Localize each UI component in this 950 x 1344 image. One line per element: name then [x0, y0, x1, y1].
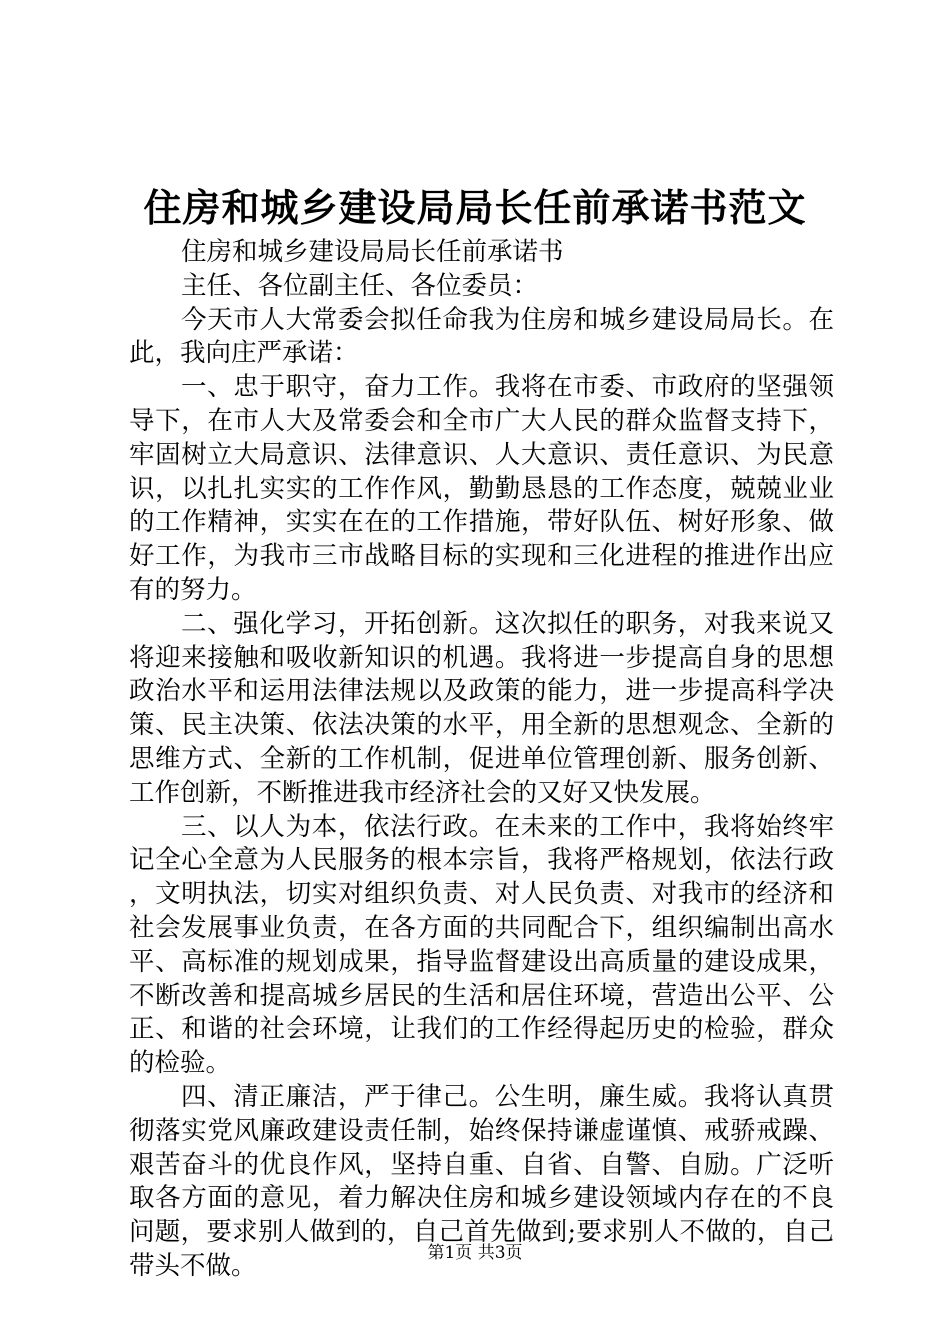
paragraph-intro: 今天市人大常委会拟任命我为住房和城乡建设局局长。在此，我向庄严承诺： — [129, 304, 834, 369]
paragraph-heading: 住房和城乡建设局局长任前承诺书 — [181, 237, 564, 267]
paragraph-salutation: 主任、各位副主任、各位委员： — [181, 270, 539, 301]
paragraph-pledge-3: 三、以人为本，依法行政。在未来的工作中，我将始终牢记全心全意为人民服务的根本宗旨，我将严格规划，依法行政，文明执法，切实对组织负责、对人民负责、对我市的经济和社会发展事业负责，在各方面的共同配合下，组织编制出高水平、高标准的规划成果，指导监督建设出高质量的建设成果，不断改善和提高城乡居民的生活和居住环境，营造出公平、公正、和谐的社会环境，让我们的工作经得起历史的检验，群众的检验。 — [129, 811, 834, 1079]
paragraph-pledge-4: 四、清正廉洁，严于律己。公生明，廉生威。我将认真贯彻落实党风廉政建设责任制，始终保持谦虚谨慎、戒骄戒躁、艰苦奋斗的优良作风，坚持自重、自省、自警、自励。广泛听取各方面的意见，着力解决住房和城乡建设领域内存在的不良问题，要求别人做到的，自己首先做到;要求别人不做的，自己带头不做。 — [129, 1081, 834, 1281]
page-footer: 第1页 共3页 — [427, 1243, 523, 1263]
document-body — [129, 236, 834, 1284]
document-title: 住房和城乡建设局局长任前承诺书范文 — [143, 185, 807, 230]
paragraph-pledge-1: 一、忠于职守，奋力工作。我将在市委、市政府的坚强领导下，在市人大及常委会和全市广大人民的群众监督支持下，牢固树立大局意识、法律意识、人大意识、责任意识、为民意识，以扎扎实实的工作作风，勤勤恳恳的工作态度，兢兢业业的工作精神，实实在在的工作措施，带好队伍、树好形象、做好工作，为我市三市战略目标的实现和三化进程的推进作出应有的努力。 — [129, 372, 834, 605]
paragraph-pledge-2: 二、强化学习，开拓创新。这次拟任的职务，对我来说又将迎来接触和吸收新知识的机遇。我将进一步提高自身的思想政治水平和运用法律法规以及政策的能力，进一步提高科学决策、民主决策、依法决策的水平，用全新的思想观念、全新的思维方式、全新的工作机制，促进单位管理创新、服务创新、工作创新，不断推进我市经济社会的又好又快发展。 — [129, 608, 834, 808]
